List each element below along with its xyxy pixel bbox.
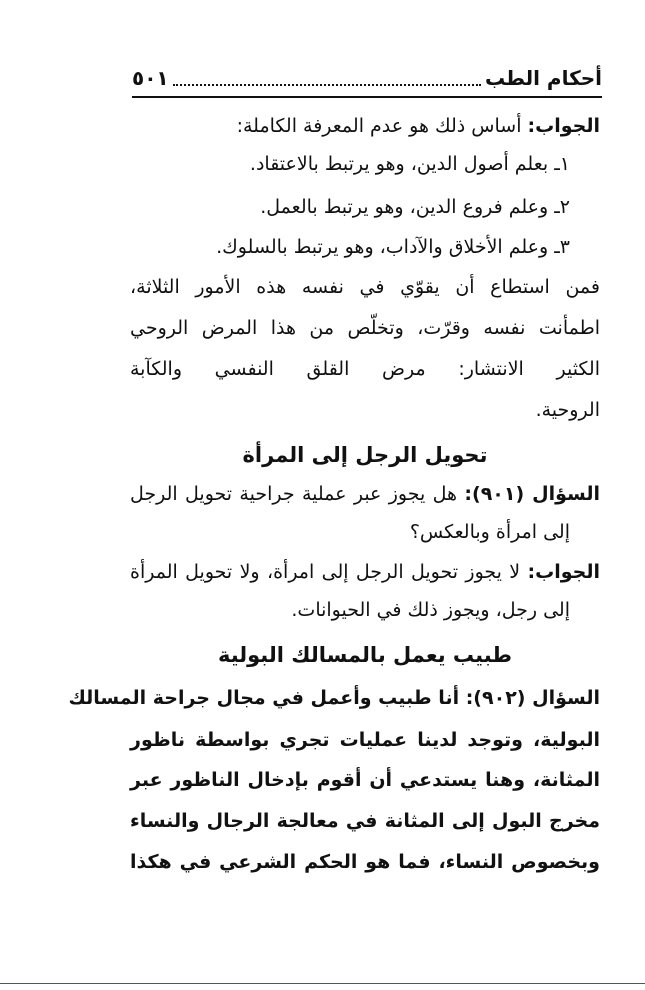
paragraph-line-3: الكثير الانتشار: مرض القلق النفسي والكآبة bbox=[130, 358, 600, 380]
question-901-line-2: إلى امرأة وبالعكس؟ bbox=[409, 521, 570, 543]
question-902-line-2: البولية، وتوجد لدينا عمليات تجري بواسطة ناظور bbox=[130, 729, 600, 751]
page-number: ٥٠١ bbox=[132, 66, 169, 90]
header-leader-dots bbox=[173, 70, 481, 86]
paragraph-line-2: اطمأنت نفسه وقرّت، وتخلّص من هذا المرض الروحي bbox=[130, 317, 600, 339]
question-901-label: السؤال (٩٠١): bbox=[464, 483, 601, 505]
answer-label: الجواب: bbox=[527, 115, 600, 137]
paragraph-line-4: الروحية. bbox=[535, 399, 600, 421]
answer-901-line-1 bbox=[130, 560, 600, 584]
answer-line-1 bbox=[130, 114, 600, 138]
answer-901-text: لا يجوز تحويل الرجل إلى امرأة، ولا تحويل المرأة bbox=[130, 561, 528, 583]
answer-item-3: ٣ـ وعلم الأخلاق والآداب، وهو يرتبط بالسلوك. bbox=[216, 236, 570, 258]
scan-bottom-edge bbox=[0, 983, 645, 984]
running-header-title: أحكام الطب bbox=[484, 66, 602, 90]
answer-901-label: الجواب: bbox=[527, 561, 600, 583]
answer-item-2: ٢ـ وعلم فروع الدين، وهو يرتبط بالعمل. bbox=[260, 196, 570, 218]
question-902-line-5: وبخصوص النساء، فما هو الحكم الشرعي في هكذا bbox=[130, 851, 600, 873]
question-902-text: أنا طبيب وأعمل في مجال جراحة المسالك bbox=[68, 687, 466, 709]
question-901-text: هل يجوز عبر عملية جراحية تحويل الرجل bbox=[130, 483, 465, 505]
header-rule bbox=[132, 96, 602, 98]
running-header bbox=[132, 62, 602, 94]
question-902-label: السؤال (٩٠٢): bbox=[465, 687, 600, 709]
answer-text: أساس ذلك هو عدم المعرفة الكاملة: bbox=[236, 115, 528, 137]
question-901-line-1 bbox=[130, 482, 600, 506]
answer-901-line-2: إلى رجل، ويجوز ذلك في الحيوانات. bbox=[291, 599, 570, 621]
question-902-line-4: مخرج البول إلى المثانة في معالجة الرجال والنساء bbox=[130, 810, 600, 832]
paragraph-line-1: فمن استطاع أن يقوّي في نفسه هذه الأمور الثلاثة، bbox=[130, 276, 600, 298]
section-heading-1: تحويل الرجل إلى المرأة bbox=[242, 443, 488, 467]
answer-item-1: ١ـ بعلم أصول الدين، وهو يرتبط بالاعتقاد. bbox=[249, 153, 570, 175]
question-902-line-1 bbox=[68, 686, 600, 710]
section-heading-2: طبيب يعمل بالمسالك البولية bbox=[217, 643, 513, 667]
question-902-line-3: المثانة، وهنا يستدعي أن أقوم بإدخال الناظور عبر bbox=[130, 769, 600, 791]
